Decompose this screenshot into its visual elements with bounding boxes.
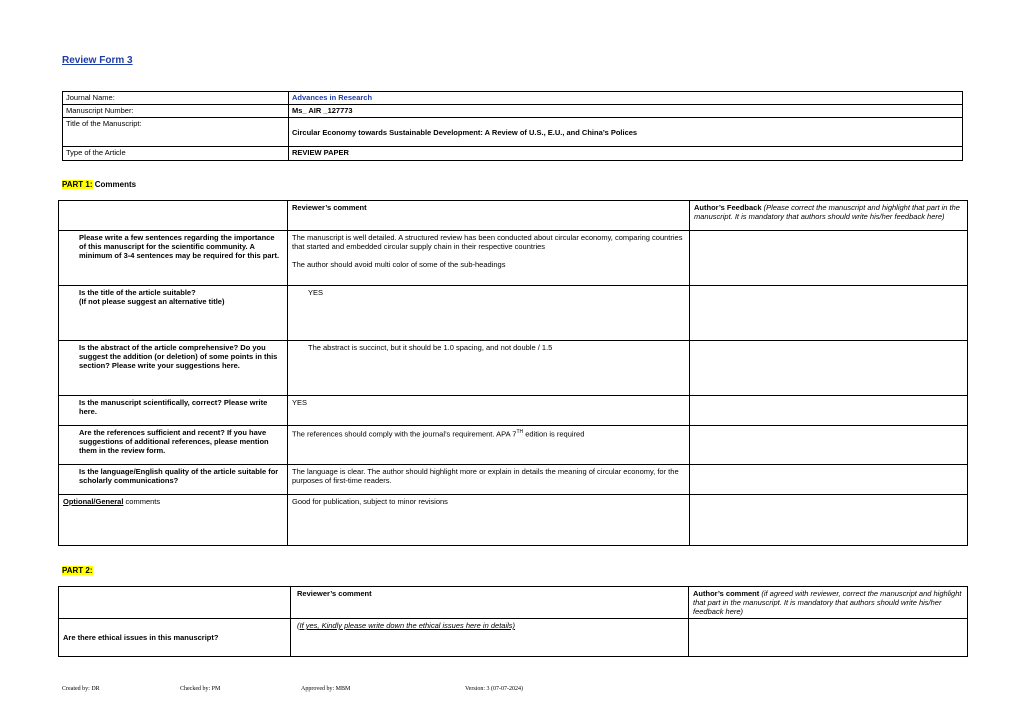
optional-general-label: Optional/General comments [59,495,288,546]
reviewer-comment: The abstract is succinct, but it should be 1.0 spacing, and not double / 1.5 [288,341,690,396]
reviewer-comment: YES [288,396,690,426]
article-type-label: Type of the Article [63,147,289,161]
part1-heading-text: Comments [92,180,137,189]
table-row [59,426,968,465]
table-row [59,286,968,341]
question: Are the references sufficient and recent? If you have suggestions of additional references, please mention them in the review form. [59,426,288,465]
question: Is the manuscript scientifically, correct? Please write here. [59,396,288,426]
reviewer-comment-header: Reviewer’s comment [291,587,689,619]
reviewer-comment: The manuscript is well detailed. A structured review has been conducted about circular economy, comparing countries that started and embedded circular supply chain in their respective countries The author should avoid multi color of some of the sub-headings [288,231,690,286]
author-feedback-cell[interactable] [690,495,968,546]
journal-label: Journal Name: [63,92,289,105]
ethics-question: Are there ethical issues in this manuscript? [59,619,291,657]
author-feedback-cell[interactable] [690,396,968,426]
reviewer-comment: The language is clear. The author should highlight more or explain in details the meaning of circular economy, for the purposes of first-time readers. [288,465,690,495]
reviewer-comment: The references should comply with the journal’s requirement. APA 7TH edition is required [288,426,690,465]
footer-approved: Approved by: MBM [301,686,351,692]
table-header-row [59,201,968,231]
part2-ethics-table [58,586,968,657]
form-title: Review Form 3 [62,55,133,66]
table-row [59,341,968,396]
author-feedback-cell[interactable] [690,426,968,465]
table-row [59,465,968,495]
table-row [59,619,968,657]
part1-heading [62,180,136,189]
table-row [59,231,968,286]
author-feedback-header: Author’s Feedback (Please correct the manuscript and highlight that part in the manuscript. It is mandatory that authors should write his/her feedback here) [690,201,968,231]
author-feedback-cell[interactable] [690,341,968,396]
manuscript-info-table [62,91,963,161]
question: Is the language/English quality of the article suitable for scholarly communications? [59,465,288,495]
table-header-row [59,587,968,619]
author-feedback-cell[interactable] [690,286,968,341]
table-row [59,396,968,426]
footer-created: Created by: DR [62,686,100,692]
reviewer-comment: YES [288,286,690,341]
manuscript-number-value: Ms_ AIR _127773 [289,105,963,118]
reviewer-comment: Good for publication, subject to minor revisions [288,495,690,546]
part1-comments-table [58,200,968,546]
table-row [59,495,968,546]
part2-heading [62,566,93,575]
author-comment-cell[interactable] [689,619,968,657]
article-type-value: REVIEW PAPER [289,147,963,161]
author-comment-header: Author’s comment (if agreed with reviewer, correct the manuscript and highlight that part in the manuscript. It is mandatory that authors should write his/her feedback here) [689,587,968,619]
reviewer-comment-header: Reviewer’s comment [288,201,690,231]
question: Is the abstract of the article comprehensive? Do you suggest the addition (or deletion) of some points in this section? Please write your suggestions here. [59,341,288,396]
manuscript-title-label: Title of the Manuscript: [63,118,289,147]
question: Please write a few sentences regarding the importance of this manuscript for the scientific community. A minimum of 3-4 sentences may be required for this part. [59,231,288,286]
question: Is the title of the article suitable? (If not please suggest an alternative title) [59,286,288,341]
manuscript-title-value: Circular Economy towards Sustainable Development: A Review of U.S., E.U., and China’s Polices [289,118,963,147]
part1-heading-label: PART 1: [62,180,93,189]
manuscript-number-label: Manuscript Number: [63,105,289,118]
author-feedback-cell[interactable] [690,231,968,286]
journal-value: Advances in Research [289,92,963,105]
footer-version: Version: 3 (07-07-2024) [465,686,523,692]
footer-checked: Checked by: PM [180,686,221,692]
ethics-comment: (If yes, Kindly please write down the ethical issues here in details) [291,619,689,657]
part2-heading-label: PART 2: [62,566,93,575]
author-feedback-cell[interactable] [690,465,968,495]
